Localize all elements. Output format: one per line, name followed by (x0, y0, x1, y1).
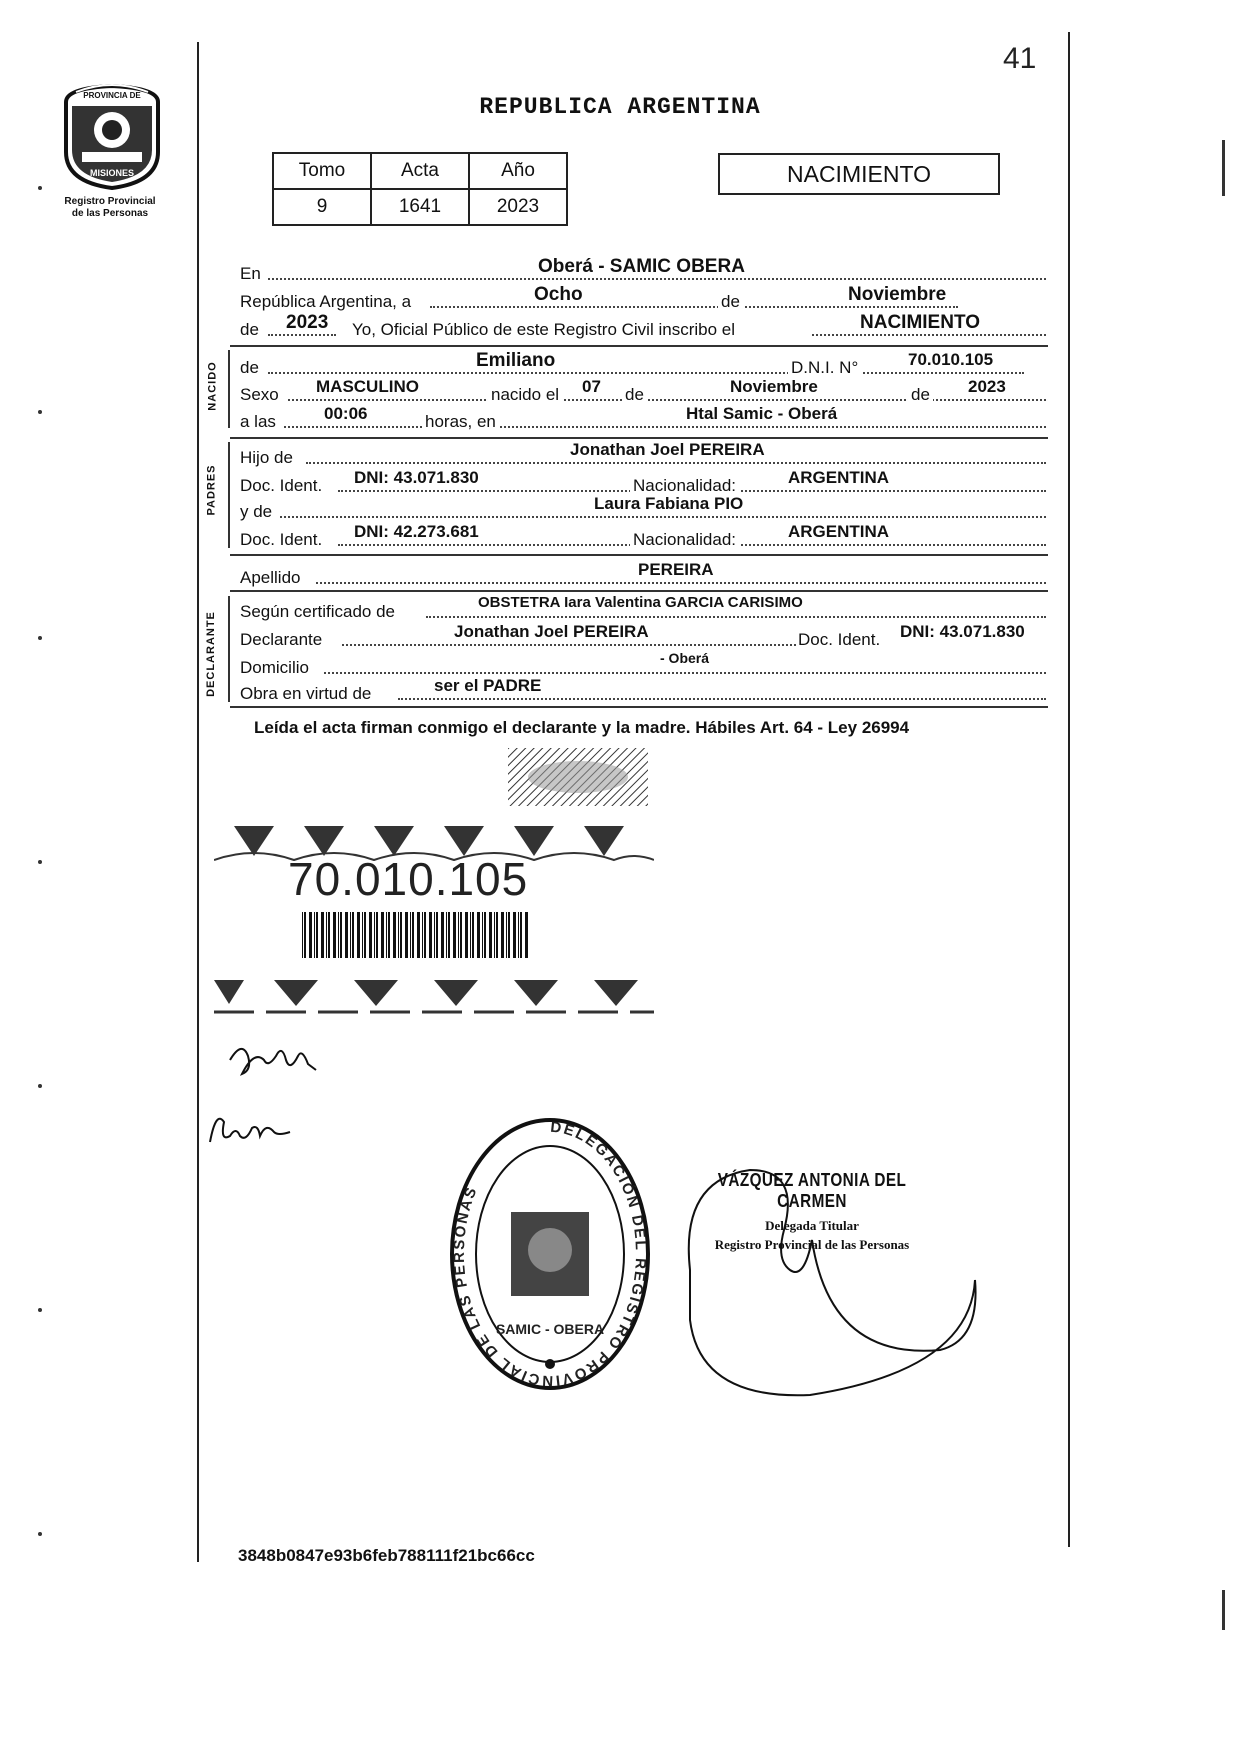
mother-name: Laura Fabiana PIO (594, 494, 744, 513)
barcode-bar (496, 912, 498, 958)
father-name: Jonathan Joel PEREIRA (570, 440, 765, 459)
hijo-label: Hijo de (240, 448, 293, 467)
value-tomo: 9 (273, 189, 371, 225)
officer-block (662, 1170, 962, 1253)
alas-label: a las (240, 412, 276, 431)
barcode-bar (489, 912, 492, 958)
dni-label: D.N.I. N° (788, 358, 861, 378)
separator-line (230, 437, 1048, 439)
barcode-bar (494, 912, 495, 958)
right-margin-line (1068, 32, 1070, 1547)
surname-value: PEREIRA (638, 560, 714, 579)
barcode-bar (369, 912, 372, 958)
sex-value: MASCULINO (316, 377, 419, 396)
barcode-bar (333, 912, 336, 958)
barcode-bar (410, 912, 411, 958)
row-father-doc (240, 468, 1047, 496)
scan-edge-mark (1222, 1590, 1225, 1630)
registry-caption-line2: de las Personas (71, 208, 149, 219)
separator-line (230, 590, 1048, 592)
place-value: Oberá - SAMIC OBERA (538, 256, 745, 277)
act-word: NACIMIENTO (860, 312, 980, 333)
separator-line (230, 554, 1048, 556)
scan-dot (38, 636, 42, 640)
dots (398, 698, 1046, 700)
de-label: de (908, 385, 933, 405)
barcode-bar (520, 912, 522, 958)
scan-dot (38, 1532, 42, 1536)
barcode-icon (302, 912, 528, 958)
signature-mother-icon (206, 1102, 296, 1154)
barcode-bar (434, 912, 435, 958)
yde-label: y de (240, 502, 273, 521)
scan-edge-mark (1222, 140, 1225, 196)
dots (306, 462, 1046, 464)
barcode-bar (328, 912, 330, 958)
mother-nat: ARGENTINA (788, 522, 890, 541)
dots (342, 644, 796, 646)
row-obra (240, 676, 1047, 704)
barcode-bar (364, 912, 366, 958)
de-label: de (718, 292, 743, 312)
barcode-bar (352, 912, 354, 958)
barcode-bar (326, 912, 327, 958)
closing-text: Leída el acta firman conmigo el declarante y la madre. Hábiles Art. 64 - Ley 26994 (254, 718, 910, 737)
barcode-bar (304, 912, 306, 958)
scan-dot (38, 410, 42, 414)
dots (812, 334, 1046, 336)
barcode-bar (400, 912, 402, 958)
header-anio: Año (469, 153, 567, 189)
row-sex (240, 377, 1047, 405)
dots (316, 582, 1046, 584)
dots (268, 278, 1046, 280)
svg-text:MISIONES: MISIONES (89, 168, 135, 178)
officer-office: Registro Provincial de las Personas (714, 1237, 910, 1252)
official-stamp-icon (445, 1110, 655, 1390)
barcode-bar (422, 912, 423, 958)
barcode-bar (436, 912, 438, 958)
barcode-bar (381, 912, 384, 958)
barcode-bar (321, 912, 324, 958)
row-year (240, 312, 1047, 340)
doc-label: Doc. Ident. (240, 476, 323, 495)
row-name (240, 350, 1047, 378)
barcode-bar (484, 912, 486, 958)
barcode-bar (405, 912, 408, 958)
row-mother (240, 494, 1047, 522)
dots (280, 516, 1046, 518)
barcode-bar (458, 912, 459, 958)
barcode-bar (446, 912, 447, 958)
row-mother-doc (240, 522, 1047, 550)
padres-bracket (228, 442, 230, 548)
page-number: 41 (1003, 42, 1037, 75)
apellido-label: Apellido (240, 568, 301, 587)
doc-label: Doc. Ident. (240, 530, 323, 549)
barcode-bar (338, 912, 339, 958)
separator-line (230, 706, 1048, 708)
mother-doc: DNI: 42.273.681 (354, 522, 479, 541)
barcode-bar (513, 912, 516, 958)
cert-label: Según certificado de (240, 602, 395, 621)
declarante-bracket (228, 596, 230, 702)
dots (268, 372, 1024, 374)
act-type-box: NACIMIENTO (718, 153, 1000, 195)
row-surname (240, 560, 1047, 588)
obra-value: ser el PADRE (434, 676, 542, 695)
scan-dot (38, 186, 42, 190)
header-tomo: Tomo (273, 153, 371, 189)
barcode-bar (393, 912, 396, 958)
row-place (240, 256, 1047, 284)
dom-value: - Oberá (660, 650, 710, 666)
barcode-bar (386, 912, 387, 958)
declarante-side-label: DECLARANTE (204, 611, 217, 697)
de-label: de (240, 358, 259, 377)
father-doc: DNI: 43.071.830 (354, 468, 479, 487)
security-seal-icon (508, 748, 648, 806)
svg-text:PROVINCIA DE: PROVINCIA DE (83, 91, 141, 100)
barcode-bar (470, 912, 471, 958)
dots (324, 672, 1046, 674)
dots (284, 426, 1046, 428)
child-name: Emiliano (476, 350, 556, 371)
row-declarant (240, 622, 1047, 650)
dom-label: Domicilio (240, 658, 309, 677)
cert-value: OBSTETRA Iara Valentina GARCIA CARISIMO (478, 594, 803, 611)
decl-label: Declarante (240, 630, 323, 649)
dots (268, 334, 336, 336)
barcode-bar (417, 912, 420, 958)
stamp-ring-text: DELEGACIÓN DEL REGISTRO PROVINCIAL DE LAS PERSONAS (450, 1118, 650, 1390)
scan-dot (38, 1308, 42, 1312)
barcode-bar (340, 912, 342, 958)
document-hash: 3848b0847e93b6feb788111f21bc66cc (238, 1546, 535, 1565)
doc-label: Doc. Ident. (798, 630, 881, 649)
day-text: Ocho (534, 284, 583, 305)
barcode-bar (374, 912, 375, 958)
barcode-bar (345, 912, 348, 958)
dots (430, 306, 958, 308)
barcode-bar (388, 912, 390, 958)
row-time (240, 404, 1047, 432)
birth-day: 07 (582, 377, 601, 396)
nac-label: Nacionalidad: (630, 530, 739, 550)
intro-year: 2023 (286, 312, 329, 333)
provincial-crest-icon (56, 82, 168, 190)
officer-name: VÁZQUEZ ANTONIA DEL CARMEN (717, 1170, 907, 1211)
separator-line (230, 345, 1048, 347)
row-certificate (240, 594, 1047, 622)
barcode-bar (506, 912, 507, 958)
barcode-bar (357, 912, 360, 958)
value-anio: 2023 (469, 189, 567, 225)
left-margin-line (197, 42, 199, 1562)
nacido-side-label: NACIDO (206, 361, 219, 411)
month-text: Noviembre (848, 284, 947, 305)
barcode-bar (501, 912, 504, 958)
barcode-bar (316, 912, 318, 958)
barcode-bar (472, 912, 474, 958)
stamp-bottom-text: SAMIC - OBERA (495, 1321, 605, 1337)
birth-place: Htal Samic - Oberá (686, 404, 838, 423)
barcode-bar (376, 912, 378, 958)
barcode-bar (453, 912, 456, 958)
birth-time: 00:06 (324, 404, 368, 423)
decl-name: Jonathan Joel PEREIRA (454, 622, 649, 641)
scan-dot (38, 860, 42, 864)
ornamental-band-bottom (214, 972, 654, 1020)
decl-doc: DNI: 43.071.830 (900, 622, 1025, 641)
barcode-bar (302, 912, 303, 958)
header-acta: Acta (371, 153, 469, 189)
sexo-label: Sexo (240, 385, 279, 404)
nacido-label: nacido el (488, 385, 562, 405)
dots (426, 616, 1046, 618)
barcode-bar (508, 912, 510, 958)
barcode-bar (350, 912, 351, 958)
barcode-bar (314, 912, 315, 958)
barcode-bar (518, 912, 519, 958)
barcode-bar (482, 912, 483, 958)
de2-label: de (240, 320, 259, 339)
registry-caption-line1: Registro Provincial (64, 196, 156, 207)
signature-declarant-icon (224, 1030, 324, 1090)
barcode-bar (477, 912, 480, 958)
barcode-bar (441, 912, 444, 958)
barcode-bar (398, 912, 399, 958)
country-title: REPUBLICA ARGENTINA (479, 94, 761, 120)
barcode-bar (465, 912, 468, 958)
barcode-bar (429, 912, 432, 958)
obra-label: Obra en virtud de (240, 684, 372, 703)
yo-label: Yo, Oficial Público de este Registro Civil inscribo el (352, 320, 735, 339)
registry-table (272, 152, 568, 226)
barcode-dni-number: 70.010.105 (288, 853, 529, 905)
barcode-bar (460, 912, 462, 958)
en-label: En (240, 264, 261, 283)
horas-label: horas, en (422, 412, 499, 432)
barcode-bar (525, 912, 528, 958)
birth-year: 2023 (968, 377, 1006, 396)
barcode-bar (412, 912, 414, 958)
nacido-bracket (228, 350, 230, 428)
row-date (240, 284, 1047, 312)
scan-dot (38, 1084, 42, 1088)
registry-caption (40, 196, 180, 220)
barcode-bar (362, 912, 363, 958)
barcode-bar (309, 912, 312, 958)
barcode-bar (424, 912, 426, 958)
padres-side-label: PADRES (205, 464, 218, 516)
officer-role: Delegada Titular (765, 1218, 859, 1233)
row-father (240, 440, 1047, 468)
row-domicile (240, 650, 1047, 678)
child-dni: 70.010.105 (908, 350, 994, 369)
value-acta: 1641 (371, 189, 469, 225)
nac-label: Nacionalidad: (630, 476, 739, 496)
barcode-bar (448, 912, 450, 958)
father-nat: ARGENTINA (788, 468, 890, 487)
birth-month: Noviembre (730, 377, 818, 396)
republica-label: República Argentina, a (240, 292, 412, 311)
de-label: de (622, 385, 647, 405)
